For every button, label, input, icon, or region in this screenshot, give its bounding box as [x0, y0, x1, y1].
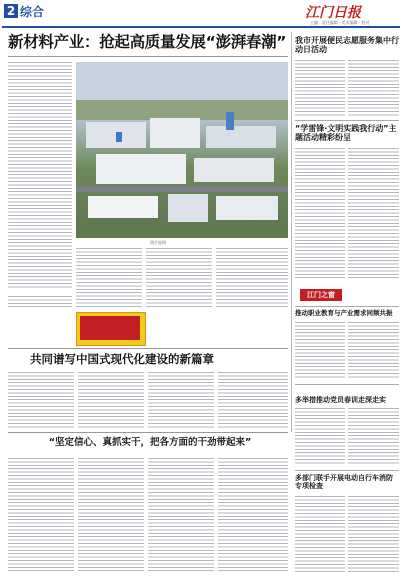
- lead-photo: [76, 62, 288, 238]
- br3-body-b: [348, 496, 399, 572]
- lead-headline-rule: [8, 56, 288, 57]
- column-divider: [291, 32, 292, 432]
- lead-body-col-3: [146, 248, 212, 308]
- br3-body-a: [295, 496, 345, 572]
- bottom-body-col-2: [78, 458, 144, 572]
- lead-body-col-2: [76, 248, 142, 308]
- mid-body-col-1: [8, 372, 74, 428]
- bottom-body-col-4: [218, 458, 288, 572]
- right1-body-b: [348, 60, 399, 116]
- bottom-headline: “坚定信心、真抓实干，把各方面的干劲带起来”: [48, 437, 252, 448]
- right1-headline: 我市开展便民志愿服务集中行动日活动: [295, 36, 399, 55]
- page-number-badge: 2: [4, 4, 18, 18]
- right-sep-2: [295, 306, 399, 307]
- paper-name: 江门日报: [305, 5, 361, 21]
- mid-headline: 共同谱写中国式现代化建设的新篇章: [30, 352, 214, 366]
- lead-body-col-4: [216, 248, 288, 308]
- bottom-body-col-3: [148, 458, 214, 572]
- right2-headline: “学雷锋·文明实践我行动”主题活动精彩纷呈: [295, 124, 397, 143]
- right-sep-3: [295, 384, 399, 385]
- mid-body-col-3: [148, 372, 214, 428]
- section-badge: 江门之窗: [300, 289, 342, 301]
- mid-body-col-4: [218, 372, 288, 428]
- right-sep-4: [295, 470, 399, 471]
- lead-body-col-1b: [8, 296, 72, 308]
- promo-inner: [80, 316, 140, 340]
- bottom-body-col-1: [8, 458, 74, 572]
- section-label: 综合: [20, 5, 45, 19]
- bottom-top-rule: [8, 432, 288, 433]
- right2-body-b: [348, 148, 399, 278]
- right-sep-1: [295, 120, 399, 121]
- right1-body-a: [295, 60, 345, 116]
- right2-body-a: [295, 148, 345, 278]
- industrial-park-aerial: [76, 62, 288, 238]
- lead-photo-caption: 图片说明: [150, 240, 166, 245]
- br3-headline: 多部门联手开展电动自行车消防专项检查: [295, 474, 393, 491]
- masthead-rule: [2, 26, 400, 28]
- br2-headline: 多举措推动党员春训走深走实: [295, 396, 386, 404]
- br1-body-b: [348, 322, 399, 378]
- header-right-meta: 主编 · 责任编辑 · 美术编辑 · 校对: [310, 20, 370, 25]
- lead-body-col-1: [8, 62, 72, 290]
- lead-headline: 新材料产业：抢起高质量发展“澎湃春潮”: [8, 33, 287, 51]
- br2-body-a: [295, 408, 345, 464]
- br1-headline: 推动职业教育与产业需求同频共振: [295, 309, 393, 317]
- br1-body-a: [295, 322, 345, 378]
- mid-top-rule: [8, 348, 288, 349]
- mid-body-col-2: [78, 372, 144, 428]
- br2-body-b: [348, 408, 399, 464]
